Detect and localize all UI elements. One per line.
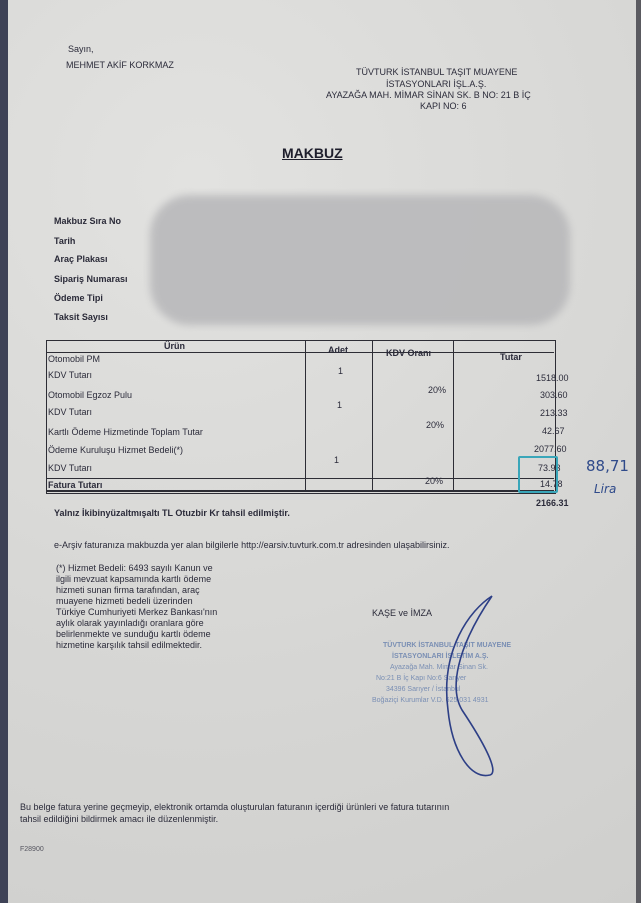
footnote-line: hizmetine karşılık tahsil edilmektedir. [56, 640, 203, 650]
table-row: KDV Tutarı [48, 407, 93, 417]
table-row: Otomobil Egzoz Pulu [48, 390, 133, 400]
field-label: Ödeme Tipi [54, 293, 103, 303]
adet-cell: 1 [337, 400, 343, 410]
stamp-line: Ayazağa Mah. Mimar Sinan Sk. [390, 664, 488, 671]
field-label: Tarih [54, 236, 76, 246]
footnote-line: Türkiye Cumhuriyeti Merkez Bankası'nın [56, 607, 218, 617]
tutar-cell: 42.67 [542, 426, 565, 436]
table-row: Otomobil PM [48, 354, 101, 364]
table-row: Ödeme Kuruluşu Hizmet Bedeli(*) [48, 445, 184, 455]
tutar-cell: 14.78 [540, 479, 563, 489]
paper-left-edge [0, 0, 8, 903]
form-code: F28900 [20, 846, 44, 853]
table-divider [46, 352, 554, 353]
table-divider [453, 340, 454, 492]
table-row: Kartlı Ödeme Hizmetinde Toplam Tutar [48, 427, 203, 437]
total-cell: 2166.31 [536, 498, 569, 508]
items-table [46, 340, 556, 494]
table-divider [46, 478, 554, 479]
bottom-note: tahsil edildiğini bildirmek amacı ile düzenlenmiştir. [20, 814, 219, 824]
tutar-cell: 1518.00 [536, 373, 569, 383]
kdv-cell: 20% [426, 420, 445, 430]
company-address-2: KAPI NO: 6 [420, 101, 467, 111]
footnote-line: (*) Hizmet Bedeli: 6493 sayılı Kanun ve [56, 563, 213, 573]
page-title: MAKBUZ [282, 145, 343, 161]
table-divider [46, 490, 554, 492]
handwritten-amount: 88,71 [586, 457, 629, 475]
tutar-cell: 303.60 [540, 390, 568, 400]
tutar-cell: 213.33 [540, 408, 568, 418]
footnote-line: belirlenmekte ve sunduğu kartlı ödeme [56, 629, 211, 639]
table-divider [305, 340, 306, 492]
bottom-note: Bu belge fatura yerine geçmeyip, elektronik ortamda oluşturulan faturanın içerdiği ürünleri ve fatura tutarının [20, 802, 450, 812]
table-divider [372, 340, 373, 492]
highlight-box [518, 456, 558, 493]
table-row: KDV Tutarı [48, 370, 93, 380]
stamp-line: TÜVTURK İSTANBUL TAŞIT MUAYENE [383, 642, 512, 649]
recipient-name: MEHMET AKİF KORKMAZ [66, 60, 174, 70]
company-name: TÜVTURK İSTANBUL TAŞIT MUAYENE [356, 67, 518, 77]
footnote-line: muayene hizmeti bedeli üzerinden [56, 596, 193, 606]
stamp-label: KAŞE ve İMZA [372, 608, 433, 618]
company-name-2: İSTASYONLARI İŞL.A.Ş. [386, 79, 487, 89]
adet-cell: 1 [338, 366, 344, 376]
field-label: Makbuz Sıra No [54, 216, 122, 226]
adet-cell: 1 [334, 455, 340, 465]
signature [400, 590, 550, 790]
stamp-line: İSTASYONLARI İŞLETİM A.Ş. [392, 653, 489, 660]
footnote-line: hizmeti sunan firma tarafından, araç [56, 585, 200, 595]
footnote-line: aylık olarak yayınladığı oranlara göre [56, 618, 204, 628]
earsiv-note: e-Arşiv faturanıza makbuzda yer alan bilgilerle http://earsiv.tuvturk.com.tr adresinden ulaşabilirsiniz. [54, 540, 450, 550]
salutation: Sayın, [68, 44, 94, 54]
table-row: Fatura Tutarı [48, 480, 103, 490]
kdv-cell: 20% [428, 385, 447, 395]
tutar-cell: 73.93 [538, 463, 561, 473]
company-address-1: AYAZAĞA MAH. MİMAR SİNAN SK. B NO: 21 B İÇ [326, 90, 531, 100]
table-row: KDV Tutarı [48, 463, 93, 473]
stamp-line: No:21 B İç Kapı No:6 Sarıyer [376, 675, 467, 682]
amount-in-words: Yalnız İkibinyüzaltmışaltı TL Otuzbir Kr tahsil edilmiştir. [54, 508, 290, 518]
field-label: Sipariş Numarası [54, 274, 128, 284]
field-label: Araç Plakası [54, 254, 108, 264]
tutar-cell: 2077.60 [534, 444, 567, 454]
handwritten-unit: Lira [594, 482, 617, 496]
footnote-line: ilgili mevzuat kapsamında kartlı ödeme [56, 574, 212, 584]
stamp-line: 34396 Sarıyer / İstanbul [386, 686, 461, 693]
column-header: KDV Oranı [386, 348, 432, 358]
column-header: Adet [328, 345, 348, 355]
column-header: Ürün [164, 341, 185, 351]
column-header: Tutar [500, 352, 522, 362]
kdv-cell: 20% [425, 476, 444, 486]
field-label: Taksit Sayısı [54, 312, 108, 322]
stamp-line: Boğaziçi Kurumlar V.D. 625 031 4931 [372, 697, 489, 704]
redacted-details [150, 195, 570, 325]
